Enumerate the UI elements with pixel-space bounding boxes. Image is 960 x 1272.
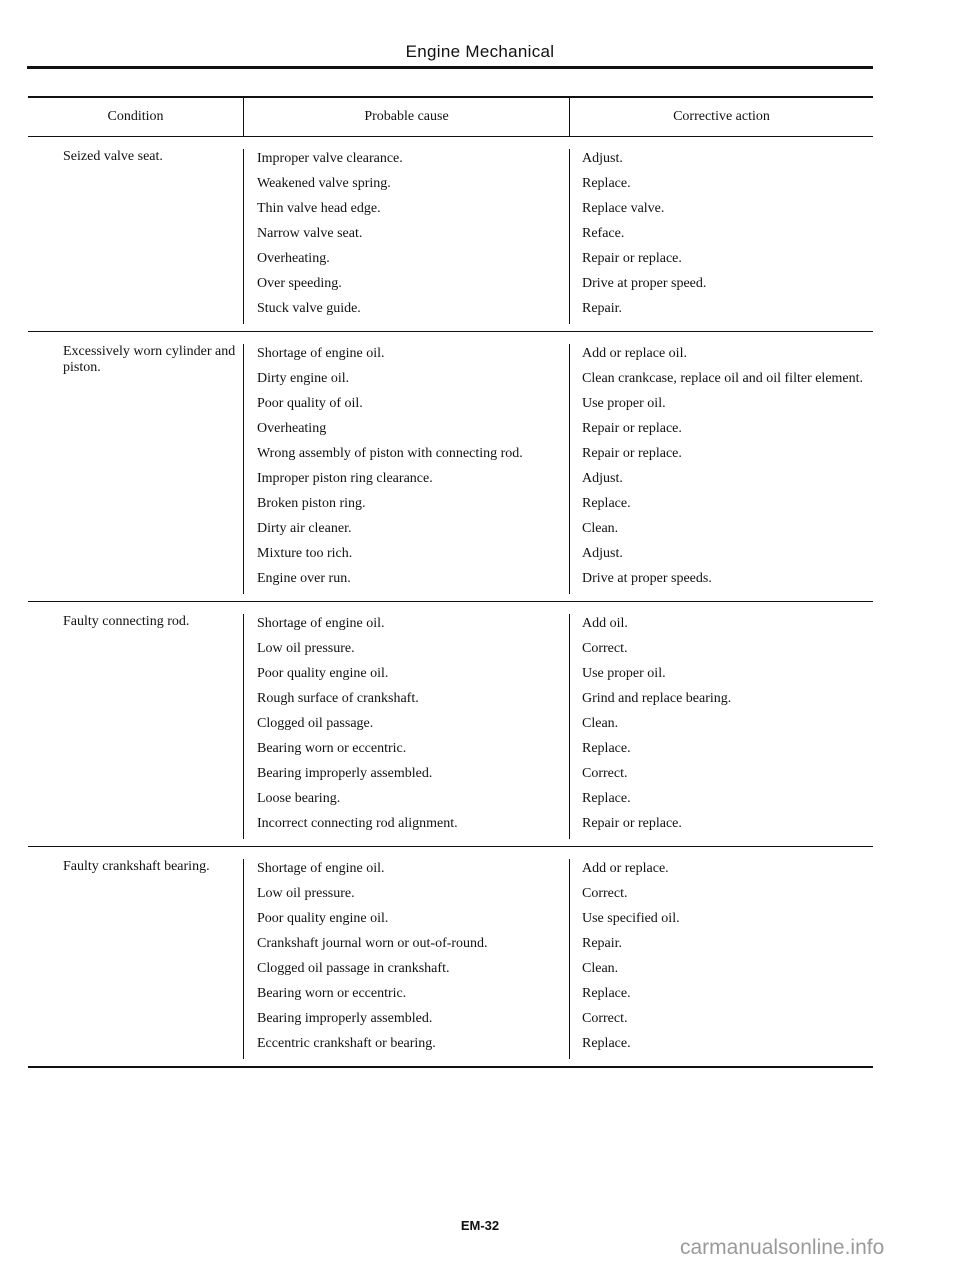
corrective-action-cell: Replace. [569,1034,873,1059]
corrective-action-cell: Add or replace oil. [569,344,873,369]
corrective-action-cell: Add or replace. [569,859,873,884]
corrective-action-cell: Drive at proper speeds. [569,569,873,594]
probable-cause-cell: Improper piston ring clearance. [243,469,569,494]
corrective-action-cell: Repair or replace. [569,419,873,444]
page-number: EM-32 [460,1218,500,1233]
probable-cause-cell: Crankshaft journal worn or out-of-round. [243,934,569,959]
probable-cause-cell: Overheating. [243,249,569,274]
probable-cause-cell: Dirty engine oil. [243,369,569,394]
corrective-action-cell: Replace. [569,789,873,814]
title-rule [27,66,873,69]
corrective-action-cell: Repair or replace. [569,249,873,274]
corrective-action-cell: Drive at proper speed. [569,274,873,299]
probable-cause-cell: Shortage of engine oil. [243,344,569,369]
probable-cause-cell: Low oil pressure. [243,884,569,909]
probable-cause-cell: Shortage of engine oil. [243,614,569,639]
corrective-action-cell: Replace. [569,739,873,764]
probable-cause-cell: Wrong assembly of piston with connecting rod. [243,444,569,469]
probable-cause-cell: Overheating [243,419,569,444]
probable-cause-cell: Stuck valve guide. [243,299,569,324]
probable-cause-cell: Bearing worn or eccentric. [243,984,569,1009]
probable-cause-cell: Thin valve head edge. [243,199,569,224]
probable-cause-cell: Poor quality of oil. [243,394,569,419]
corrective-action-cell: Grind and replace bearing. [569,689,873,714]
table-group [28,602,873,847]
table-group [28,847,873,1066]
corrective-action-cell: Repair or replace. [569,814,873,839]
corrective-action-cell: Correct. [569,884,873,909]
probable-cause-cell: Weakened valve spring. [243,174,569,199]
probable-cause-cell: Incorrect connecting rod alignment. [243,814,569,839]
column-header-condition: Condition [107,109,164,124]
cause-action-list [243,847,873,1066]
probable-cause-cell: Low oil pressure. [243,639,569,664]
page-title: Engine Mechanical [405,42,555,61]
table-body [28,137,873,1066]
corrective-action-cell: Clean. [569,519,873,544]
corrective-action-cell: Correct. [569,639,873,664]
corrective-action-cell: Correct. [569,1009,873,1034]
probable-cause-cell: Rough surface of crankshaft. [243,689,569,714]
corrective-action-cell: Reface. [569,224,873,249]
probable-cause-cell: Bearing improperly assembled. [243,1009,569,1034]
probable-cause-cell: Broken piston ring. [243,494,569,519]
probable-cause-cell: Poor quality engine oil. [243,909,569,934]
probable-cause-cell: Over speeding. [243,274,569,299]
corrective-action-cell: Replace. [569,494,873,519]
corrective-action-cell: Use proper oil. [569,664,873,689]
probable-cause-cell: Engine over run. [243,569,569,594]
corrective-action-cell: Repair. [569,299,873,324]
corrective-action-cell: Correct. [569,764,873,789]
probable-cause-cell: Mixture too rich. [243,544,569,569]
table-group [28,332,873,602]
column-header-action: Corrective action [569,98,873,136]
probable-cause-cell: Dirty air cleaner. [243,519,569,544]
probable-cause-cell: Improper valve clearance. [243,149,569,174]
table-header [28,98,873,137]
corrective-action-cell: Adjust. [569,544,873,569]
probable-cause-cell: Bearing worn or eccentric. [243,739,569,764]
corrective-action-cell: Replace. [569,984,873,1009]
column-header-cause: Probable cause [243,98,569,136]
probable-cause-cell: Loose bearing. [243,789,569,814]
condition-cell: Seized valve seat. [63,149,163,164]
corrective-action-cell: Replace valve. [569,199,873,224]
probable-cause-cell: Clogged oil passage. [243,714,569,739]
corrective-action-cell: Use specified oil. [569,909,873,934]
corrective-action-cell: Add oil. [569,614,873,639]
corrective-action-cell: Replace. [569,174,873,199]
corrective-action-cell: Clean. [569,959,873,984]
probable-cause-cell: Poor quality engine oil. [243,664,569,689]
troubleshooting-table [28,96,873,1068]
probable-cause-cell: Shortage of engine oil. [243,859,569,884]
corrective-action-cell: Clean crankcase, replace oil and oil filter element. [569,369,873,394]
cause-action-list [243,332,873,601]
probable-cause-cell: Narrow valve seat. [243,224,569,249]
probable-cause-cell: Bearing improperly assembled. [243,764,569,789]
corrective-action-cell: Use proper oil. [569,394,873,419]
watermark: carmanualsonline.info [680,1236,885,1259]
probable-cause-cell: Clogged oil passage in crankshaft. [243,959,569,984]
corrective-action-cell: Clean. [569,714,873,739]
table-group [28,137,873,332]
condition-cell: Faulty crankshaft bearing. [63,859,210,874]
corrective-action-cell: Adjust. [569,469,873,494]
cause-action-list [243,602,873,846]
cause-action-list [243,137,873,331]
corrective-action-cell: Repair or replace. [569,444,873,469]
condition-cell: Excessively worn cylinder and piston. [63,344,236,375]
corrective-action-cell: Adjust. [569,149,873,174]
condition-cell: Faulty connecting rod. [63,614,190,629]
corrective-action-cell: Repair. [569,934,873,959]
probable-cause-cell: Eccentric crankshaft or bearing. [243,1034,569,1059]
